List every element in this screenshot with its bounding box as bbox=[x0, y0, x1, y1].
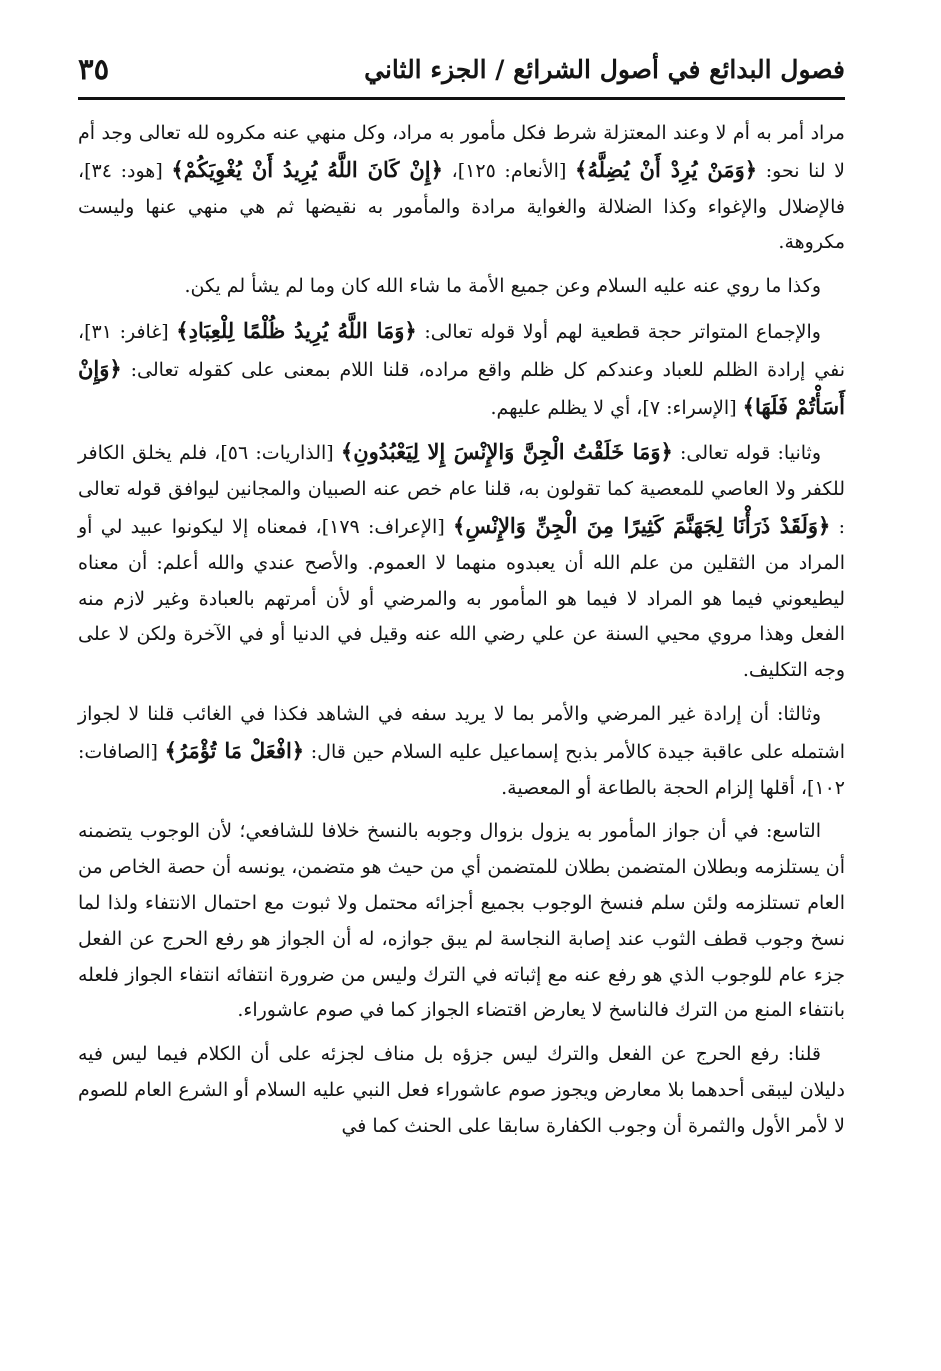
book-title: فصول البدائع في أصول الشرائع / الجزء الثاني bbox=[364, 54, 845, 84]
text-run: [الإعراف: ١٧٩]، فمعناه إلا ليكونوا عبيد لي أو المراد من الثقلين من علم الله أن يعبدوه منهما لا العموم. والأصح عندي والله أعلم: أن معناه ليطيعوني فيما هو المراد لا فيما هو المأمور به والمرضي أو لأن أمرتهم بالعبادة وغير لازم منه الفعل وهذا مروي محيي السنة عن علي رضي الله عنه وقيل في الدنيا أو في الآخرة ولكن لا على وجه التكليف. bbox=[78, 515, 845, 682]
body-text bbox=[78, 116, 845, 1153]
quran-quote: ﴿وَمَنْ يُرِدْ أَنْ يُضِلَّهُ﴾ bbox=[575, 156, 758, 182]
paragraph bbox=[78, 116, 845, 261]
text-run: [الأنعام: ١٢٥]، bbox=[442, 159, 576, 182]
quran-quote: ﴿إِنْ كَانَ اللَّهُ يُرِيدُ أَنْ يُغْوِيَكُمْ﴾ bbox=[171, 156, 443, 182]
paragraph bbox=[78, 313, 845, 426]
header-rule bbox=[78, 97, 845, 100]
text-run: مراد أمر به أم لا وعند المعتزلة شرط فكل مأمور به مراد، وكل منهي عنه مكروه لله تعالى وجد أم لا لنا نحو: bbox=[78, 122, 845, 182]
text-run: قلنا: رفع الحرج عن الفعل والترك ليس جزؤه بل مناف لجزئه على أن الكلام فيما ليس فيه دليلان ليبقى أحدهما بلا معارض ويجوز صوم عاشوراء فعل النبي عليه السلام أو الشرع العام للصوم لا لأمر الأول والثمرة أن وجوب الكفارة سابقا على الحنث كما في bbox=[78, 1043, 845, 1137]
paragraph bbox=[78, 697, 845, 806]
text-run: [غافر: ٣١]، نفي إرادة الظلم للعباد وعندكم كل ظلم واقع مراده، قلنا اللام بمعنى على كقوله تعالى: bbox=[78, 320, 845, 381]
page-number: ٣٥ bbox=[78, 52, 110, 86]
text-run: [الصافات: ١٠٢]، أقلها إلزام الحجة بالطاعة أو المعصية. bbox=[78, 740, 845, 799]
quran-quote: ﴿وَمَا اللَّهُ يُرِيدُ ظُلْمًا لِلْعِبَادِ﴾ bbox=[176, 317, 417, 343]
quran-quote: ﴿وَلَقَدْ ذَرَأْنَا لِجَهَنَّمَ كَثِيرًا مِنَ الْجِنِّ وَالإِنْسِ﴾ bbox=[453, 512, 831, 538]
text-run: والإجماع المتواتر حجة قطعية لهم أولا قوله تعالى: bbox=[416, 320, 821, 343]
text-run: وثانيا: قوله تعالى: bbox=[672, 442, 821, 465]
text-run: التاسع: في أن جواز المأمور به يزول بزوال وجوبه بالنسخ خلافا للشافعي؛ لأن الوجوب يتضمنه أن يستلزمه وبطلان المتضمن بطلان للمتضمن أي من حيث هو متضمن، يونسه أن حصة الخاص من العام تستلزمه ولئن سلم فنسخ الوجوب بجميع أجزائه محتمل ولا ثبوت مع احتمال الانتفاء ولذا لما نسخ وجوب قطف الثوب عند إصابة النجاسة لم يبق جوازه، له أن الجواز هو رفع الحرج عن الفعل جزء عام للوجوب الذي هو رفع عنه مع إثباته في الترك وليس من ضرورة انتفائه انتفاء الجواز فلعله بانتفاء المنع من الترك فالناسخ لا يعارض اقتضاء الجواز كما في صوم عاشوراء. bbox=[78, 820, 845, 1022]
text-run: [الذاريات: ٥٦]، فلم يخلق الكافر للكفر ولا العاصي للمعصية كما تقولون به، قلنا عام خص عنه الصبيان والمجانين ليوافق قوله تعالى : bbox=[78, 442, 845, 538]
text-run: [هود: ٣٤]، فالإضلال والإغواء وكذا الضلالة والغواية مرادة والمأمور به نقيضها ثم هي منهي عنها وليست مكروهة. bbox=[78, 159, 845, 254]
running-header bbox=[78, 42, 845, 96]
paragraph bbox=[78, 434, 845, 689]
text-run: وثالثا: أن إرادة غير المرضي والأمر بما لا يريد سفه في الشاهد فكذا في الغائب قلنا لا لجواز اشتمله على عاقبة جيدة كالأمر بذبح إسماعيل عليه السلام حين قال: bbox=[78, 702, 845, 763]
quran-quote: ﴿وَإِنْ أَسَأْتُمْ فَلَهَا﴾ bbox=[78, 355, 845, 419]
paragraph bbox=[78, 269, 845, 305]
quran-quote: ﴿افْعَلْ مَا تُؤْمَرُ﴾ bbox=[164, 737, 305, 763]
paragraph bbox=[78, 1037, 845, 1144]
paragraph bbox=[78, 814, 845, 1029]
text-run: وكذا ما روي عنه عليه السلام وعن جميع الأمة ما شاء الله كان وما لم يشأ لم يكن. bbox=[184, 275, 821, 298]
quran-quote: ﴿وَمَا خَلَقْتُ الْجِنَّ وَالإِنْسَ إِلا لِيَعْبُدُونِ﴾ bbox=[340, 439, 673, 465]
text-run: [الإسراء: ٧]، أي لا يظلم عليهم. bbox=[490, 396, 743, 419]
